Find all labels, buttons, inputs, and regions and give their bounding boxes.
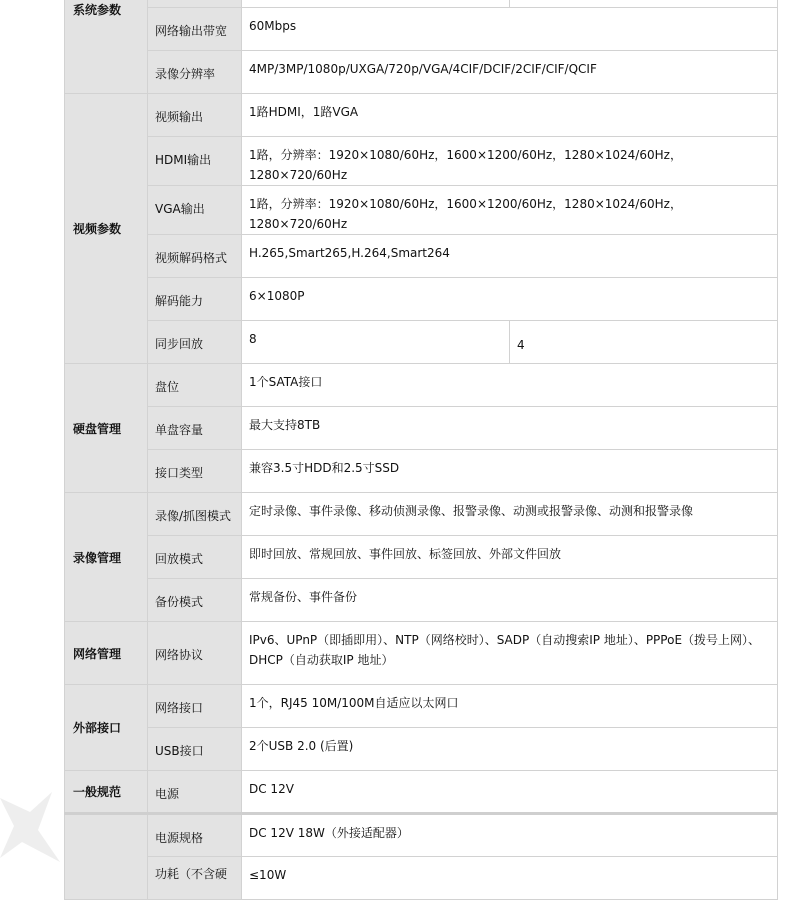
row-label: 视频输出	[148, 94, 242, 137]
row-value: 1路，分辨率：1920×1080/60Hz，1600×1200/60Hz，1280×1024/60Hz，1280×720/60Hz	[242, 186, 778, 235]
table-row	[65, 685, 778, 728]
spec-table	[64, 0, 778, 900]
row-label: 电源规格	[148, 814, 242, 857]
row-value: H.265,Smart265,H.264,Smart264	[242, 235, 778, 278]
table-row	[65, 857, 778, 900]
row-label: USB接口	[148, 728, 242, 771]
row-label: 接口类型	[148, 450, 242, 493]
row-label: 电源	[148, 771, 242, 814]
row-value: DC 12V	[242, 771, 778, 814]
table-row	[65, 771, 778, 814]
row-label: 功耗（不含硬	[148, 857, 242, 900]
category-video: 视频参数	[65, 94, 148, 364]
row-value: 60Mbps	[242, 8, 778, 51]
category-external: 外部接口	[65, 685, 148, 771]
table-row	[65, 51, 778, 94]
category-general: 一般规范	[65, 771, 148, 814]
row-value: 定时录像、事件录像、移动侦测录像、报警录像、动测或报警录像、动测和报警录像	[242, 493, 778, 536]
row-value: 4MP/3MP/1080p/UXGA/720p/VGA/4CIF/DCIF/2CIF/CIF/QCIF	[242, 51, 778, 94]
table-row	[65, 814, 778, 857]
row-label: 回放模式	[148, 536, 242, 579]
row-label: 单盘容量	[148, 407, 242, 450]
row-value: 6×1080P	[242, 278, 778, 321]
row-value: 即时回放、常规回放、事件回放、标签回放、外部文件回放	[242, 536, 778, 579]
table-row	[65, 493, 778, 536]
row-label: 解码能力	[148, 278, 242, 321]
table-row	[65, 137, 778, 186]
row-value: 1路HDMI，1路VGA	[242, 94, 778, 137]
row-label: 同步回放	[148, 321, 242, 364]
table-row	[65, 536, 778, 579]
table-row	[65, 94, 778, 137]
row-value: DC 12V 18W（外接适配器）	[242, 814, 778, 857]
row-label: 录像/抓图模式	[148, 493, 242, 536]
row-label: 网络协议	[148, 622, 242, 685]
sync-value-b: 4	[510, 321, 778, 364]
row-value: 1个SATA接口	[242, 364, 778, 407]
category-system: 系统参数	[65, 0, 148, 94]
row-label: 盘位	[148, 364, 242, 407]
table-row	[65, 622, 778, 685]
row-value: 1路，分辨率：1920×1080/60Hz，1600×1200/60Hz，1280×1024/60Hz，1280×720/60Hz	[242, 137, 778, 186]
row-label: 网络接口	[148, 685, 242, 728]
table-row	[65, 364, 778, 407]
table-row	[65, 728, 778, 771]
category-record: 录像管理	[65, 493, 148, 622]
table-row	[65, 278, 778, 321]
table-row	[65, 235, 778, 278]
row-label: VGA输出	[148, 186, 242, 235]
table-row	[65, 8, 778, 51]
row-value: 最大支持8TB	[242, 407, 778, 450]
row-label: 网络输出带宽	[148, 8, 242, 51]
row-value: 1个，RJ45 10M/100M自适应以太网口	[242, 685, 778, 728]
table-row	[65, 0, 778, 8]
row-label: 视频解码格式	[148, 235, 242, 278]
row-label: 备份模式	[148, 579, 242, 622]
row-label: 录像分辨率	[148, 51, 242, 94]
row-value: IPv6、UPnP（即插即用）、NTP（网络校时）、SADP（自动搜索IP 地址）、PPPoE（拨号上网）、DHCP（自动获取IP 地址）	[242, 622, 778, 685]
watermark-logo-icon	[0, 790, 60, 862]
table-row	[65, 321, 778, 364]
category-network: 网络管理	[65, 622, 148, 685]
row-value: 兼容3.5寸HDD和2.5寸SSD	[242, 450, 778, 493]
row-value: 2个USB 2.0 (后置)	[242, 728, 778, 771]
category-power	[65, 814, 148, 900]
row-value: 常规备份、事件备份	[242, 579, 778, 622]
row-label: HDMI输出	[148, 137, 242, 186]
sync-value-a: 8	[242, 321, 510, 364]
row-value: ≤10W	[242, 857, 778, 900]
table-row	[65, 186, 778, 235]
category-disk: 硬盘管理	[65, 364, 148, 493]
table-row	[65, 407, 778, 450]
table-row	[65, 579, 778, 622]
table-row	[65, 450, 778, 493]
